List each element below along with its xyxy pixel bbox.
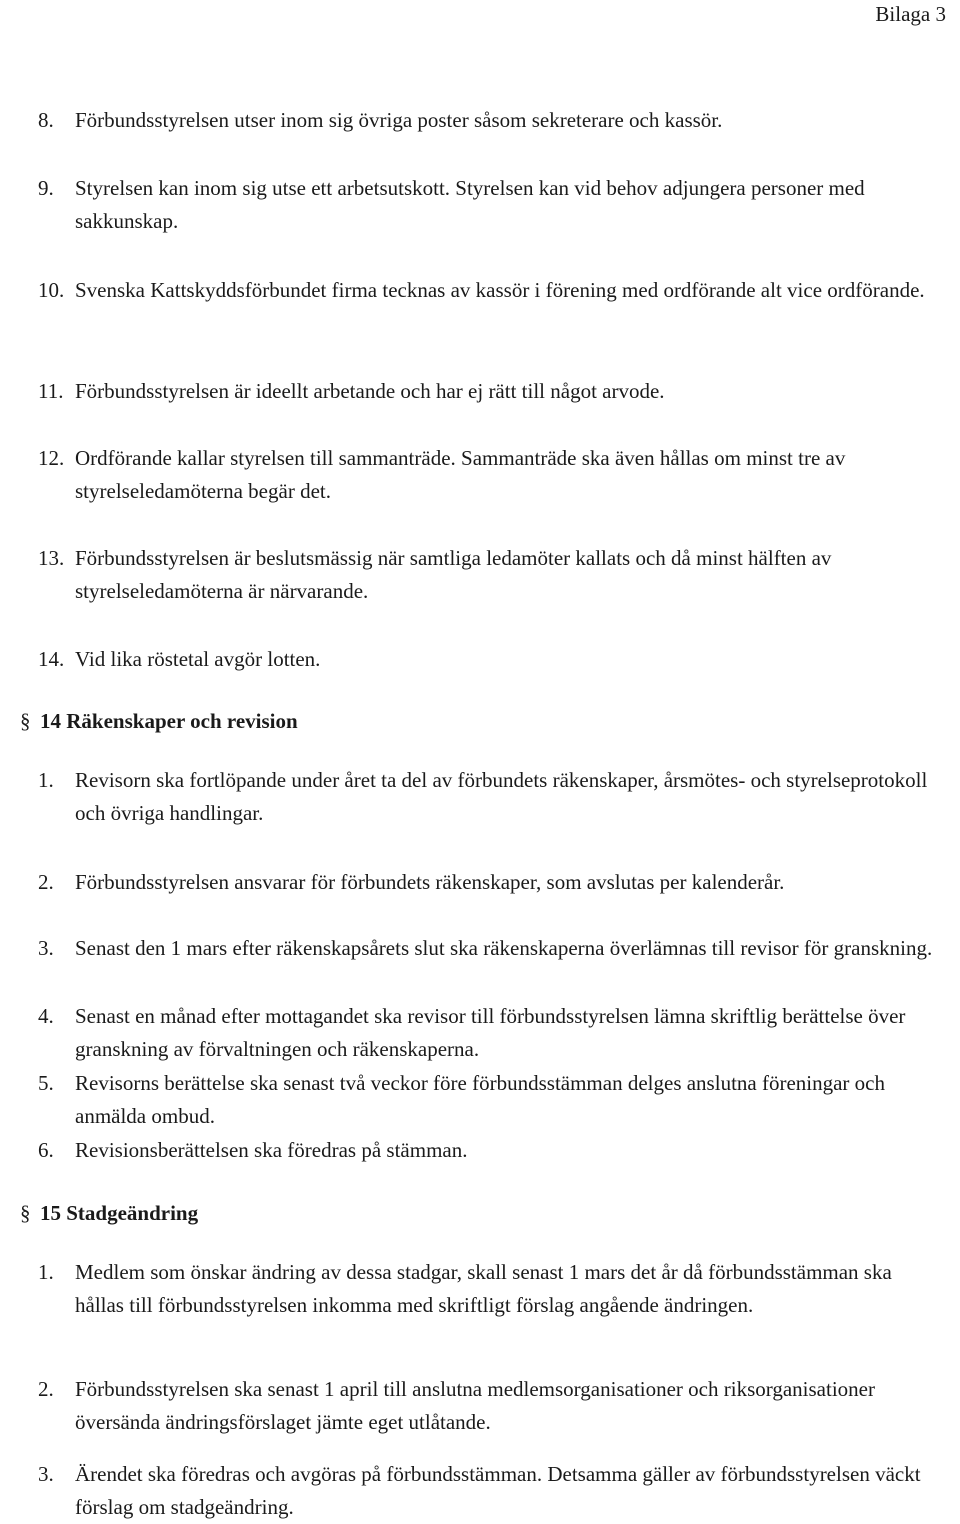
section-title: 15 Stadgeändring [40,1201,199,1225]
section-title: 14 Räkenskaper och revision [40,709,298,733]
list-item-text: Revisorn ska fortlöpande under året ta del av förbundets räkenskaper, årsmötes- och styrelseprotokoll och övriga handlingar. [75,768,928,825]
list-item [38,375,946,408]
list-item-text: Ordförande kallar styrelsen till sammanträde. Sammanträde ska även hållas om minst tre av styrelseledamöterna begär det. [75,446,846,503]
list-item-text: Ärendet ska föredras och avgöras på förbundsstämman. Detsamma gäller av förbundsstyrelsen väckt förslag om stadgeändring. [75,1462,921,1519]
list-item-text: Vid lika röstetal avgör lotten. [75,647,321,671]
list-item-number: 1. [38,1260,54,1284]
list-item-text: Senast den 1 mars efter räkenskapsårets slut ska räkenskaperna överlämnas till revisor för granskning. [75,936,933,960]
list-item [38,542,946,608]
list-item-number: 1. [38,768,54,792]
list-item-text: Medlem som önskar ändring av dessa stadgar, skall senast 1 mars det år då förbundsstämman ska hållas till förbundsstyrelsen inkomma med skriftligt förslag angående ändringen. [75,1260,892,1317]
list-item-text: Förbundsstyrelsen ska senast 1 april till anslutna medlemsorganisationer och riksorganisationer översända ändringsförslaget jämte eget utlåtande. [75,1377,875,1434]
list-item-number: 9. [38,176,54,200]
list-item-text: Förbundsstyrelsen utser inom sig övriga poster såsom sekreterare och kassör. [75,108,723,132]
section-sign: § [20,709,31,733]
section-heading [20,1198,198,1228]
list-item [38,764,946,830]
list-item [38,1256,946,1322]
list-item [38,866,946,899]
list-item-number: 11. [38,379,64,403]
list-item [38,1373,946,1439]
list-item [38,172,946,238]
list-item-number: 6. [38,1138,54,1162]
list-item-number: 3. [38,936,54,960]
section-heading [20,706,298,736]
list-item-number: 2. [38,1377,54,1401]
list-item-text: Förbundsstyrelsen är ideellt arbetande och har ej rätt till något arvode. [75,379,665,403]
list-item [38,1000,946,1066]
list-item [38,274,946,307]
list-item-number: 14. [38,647,65,671]
list-item-text: Senast en månad efter mottagandet ska revisor till förbundsstyrelsen lämna skriftlig berättelse över granskning av förvaltningen och räkenskaperna. [75,1004,906,1061]
list-item-text: Förbundsstyrelsen är beslutsmässig när samtliga ledamöter kallats och då minst hälften av styrelseledamöterna är närvarande. [75,546,832,603]
list-item-number: 12. [38,446,65,470]
list-item-number: 5. [38,1071,54,1095]
section-sign: § [20,1201,31,1225]
list-item [38,104,946,137]
list-item-text: Svenska Kattskyddsförbundet firma tecknas av kassör i förening med ordförande alt vice ordförande. [75,278,925,302]
attachment-label: Bilaga 3 [875,2,946,26]
list-item-text: Revisorns berättelse ska senast två veckor före förbundsstämman delges anslutna föreningar och anmälda ombud. [75,1071,885,1128]
list-item [38,1067,946,1133]
list-item-number: 3. [38,1462,54,1486]
list-item-text: Styrelsen kan inom sig utse ett arbetsutskott. Styrelsen kan vid behov adjungera personer med sakkunskap. [75,176,865,233]
list-item [38,932,946,965]
list-item-text: Förbundsstyrelsen ansvarar för förbundets räkenskaper, som avslutas per kalenderår. [75,870,785,894]
list-item-number: 13. [38,546,65,570]
list-item-number: 4. [38,1004,54,1028]
list-item [38,643,946,676]
list-item-number: 8. [38,108,54,132]
list-item [38,1134,946,1167]
list-item [38,1458,946,1524]
list-item-number: 10. [38,278,65,302]
list-item-number: 2. [38,870,54,894]
list-item-text: Revisionsberättelsen ska föredras på stämman. [75,1138,468,1162]
list-item [38,442,946,508]
